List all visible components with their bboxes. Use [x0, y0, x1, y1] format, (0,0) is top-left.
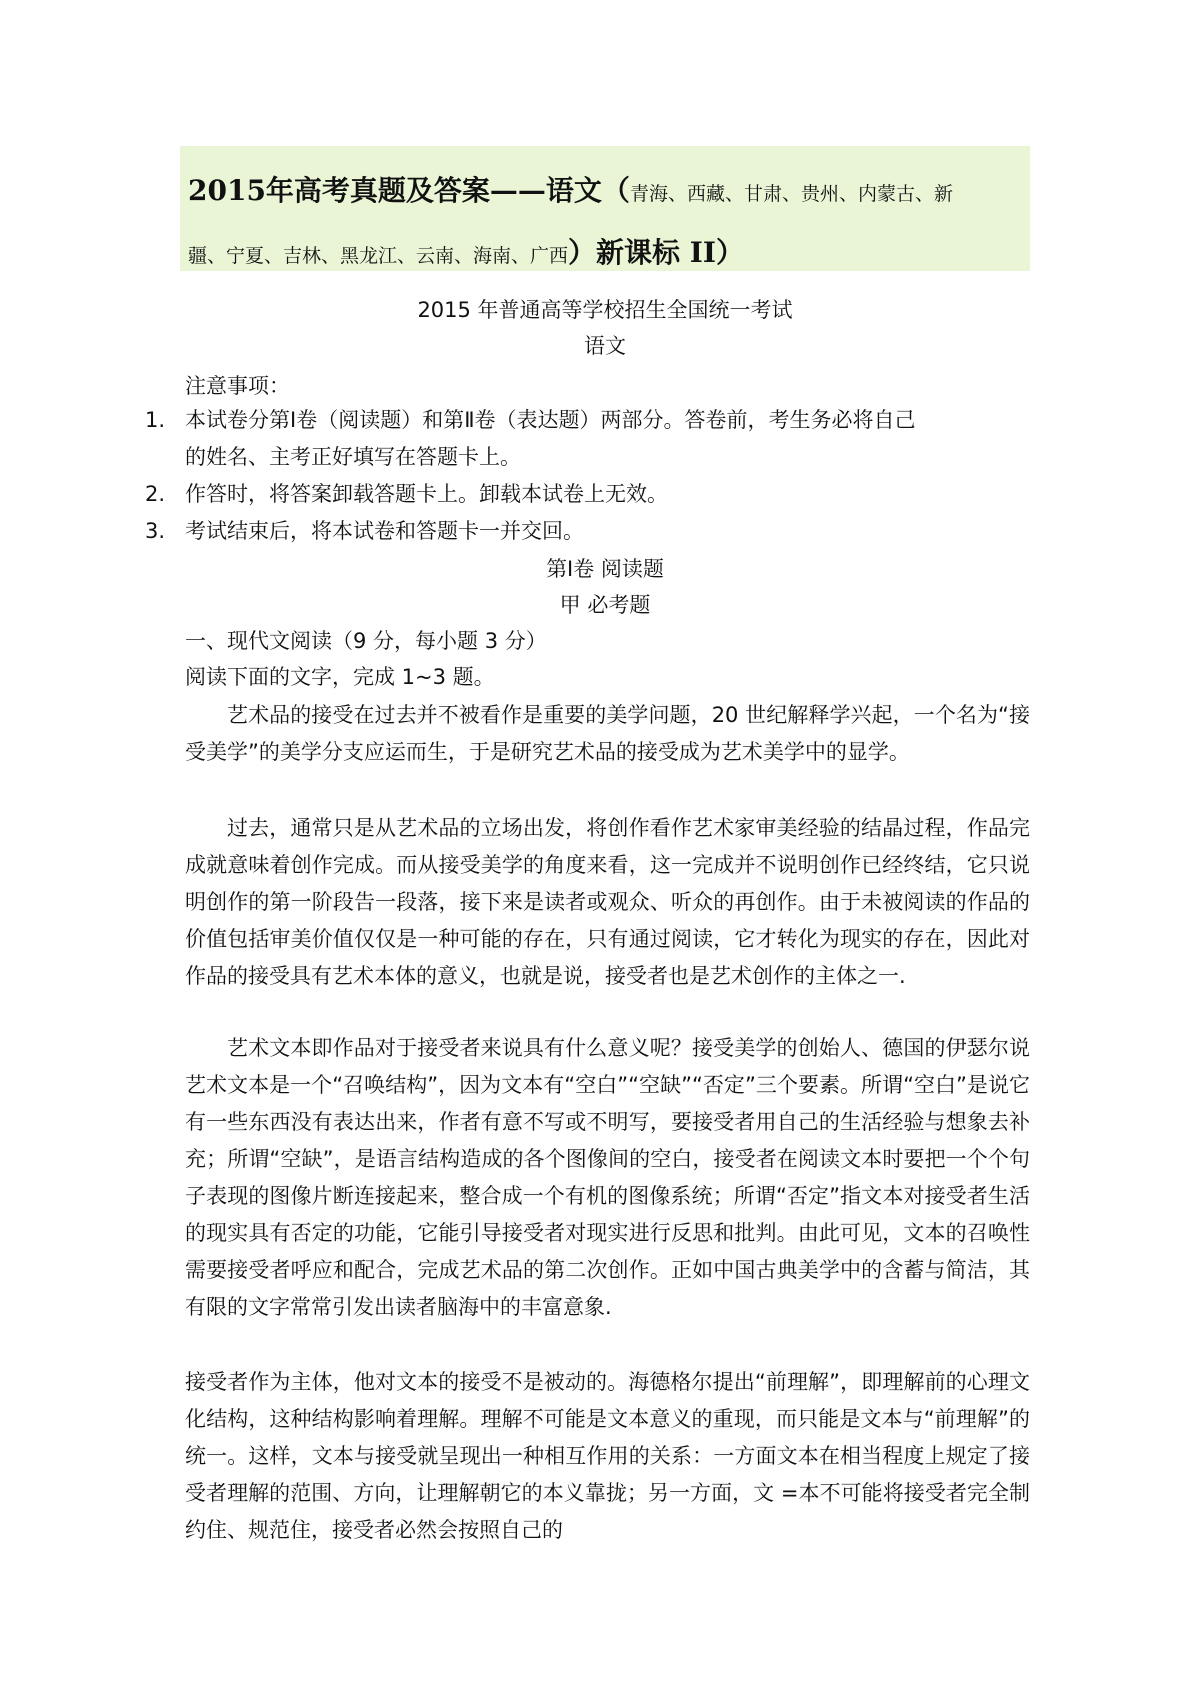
notice-item-3 — [145, 513, 1030, 550]
title-provinces-part-1: 青海、西藏、甘肃、贵州、内蒙古、新 — [629, 183, 953, 205]
notice-item-number: 2. — [145, 482, 166, 506]
exam-subject: 语文 — [584, 334, 626, 358]
document-title-banner — [180, 146, 1030, 271]
notice-item-number: 1. — [145, 408, 166, 432]
passage-paragraph-3: 艺术文本即作品对于接受者来说具有什么意义呢？接受美学的创始人、德国的伊瑟尔说艺术文本是一个“召唤结构”，因为文本有“空白”“空缺”“否定”三个要素。所谓“空白”是说它有一些东西没有表达出来，作者有意不写或不明写，要接受者用自己的生活经验与想象去补充；所谓“空缺”，是语言结构造成的各个图像间的空白，接受者在阅读文本时要把一个个句子表现的图像片断连接起来，整合成一个有机的图像系统；所谓“否定”指文本对接受者生活的现实具有否定的功能，它能引导接受者对现实进行反思和批判。由此可见，文本的召唤性需要接受者呼应和配合，完成艺术品的第二次创作。正如中国古典美学中的含蓄与简洁，其有限的文字常常引发出读者脑海中的丰富意象. — [185, 1036, 1030, 1319]
passage-paragraph-4: 接受者作为主体，他对文本的接受不是被动的。海德格尔提出“前理解”，即理解前的心理文化结构，这种结构影响着理解。理解不可能是文本意义的重现，而只能是文本与“前理解”的统一。这样，文本与接受就呈现出一种相互作用的关系：一方面文本在相当程度上规定了接受者理解的范围、方向，让理解朝它的本义靠拢；另一方面，文 =本不可能将接受者完全制约住、规范住，接受者必然会按照自己的 — [185, 1370, 1030, 1542]
notice-item-2 — [145, 476, 1030, 513]
title-line-1 — [188, 160, 1022, 222]
title-main-part-2: ）新课标 II） — [568, 236, 744, 269]
notice-item-1 — [145, 402, 1030, 476]
notice-item-text: 作答时，将答案卸载答题卡上。卸载本试卷上无效。 — [185, 482, 668, 506]
part-heading: 第Ⅰ卷 阅读题 — [546, 557, 664, 581]
reading-instruction: 阅读下面的文字，完成 1~3 题。 — [185, 665, 495, 689]
notice-item-text-continued: 的姓名、主考正好填写在答题卡上。 — [185, 445, 521, 469]
title-provinces-part-2: 疆、宁夏、吉林、黑龙江、云南、海南、广西 — [188, 245, 569, 267]
notice-item-text: 考试结束后，将本试卷和答题卡一并交回。 — [185, 519, 584, 543]
notice-item-text: 本试卷分第Ⅰ卷（阅读题）和第Ⅱ卷（表达题）两部分。答卷前，考生务必将自己 — [185, 408, 916, 432]
passage-paragraph-2: 过去，通常只是从艺术品的立场出发，将创作看作艺术家审美经验的结晶过程，作品完成就意味着创作完成。而从接受美学的角度来看，这一完成并不说明创作已经终结，它只说明创作的第一阶段告一段落，接下来是读者或观众、听众的再创作。由于未被阅读的作品的价值包括审美价值仅仅是一种可能的存在，只有通过阅读，它才转化为现实的存在，因此对作品的接受具有艺术本体的意义，也就是说，接受者也是艺术创作的主体之一. — [185, 816, 1030, 988]
notice-item-number: 3. — [145, 519, 166, 543]
title-main-part-1: 2015年高考真题及答案——语文（ — [188, 174, 630, 207]
title-line-2 — [188, 222, 1022, 284]
passage-paragraph-1: 艺术品的接受在过去并不被看作是重要的美学问题，20 世纪解释学兴起，一个名为“接受美学”的美学分支应运而生，于是研究艺术品的接受成为艺术美学中的显学。 — [185, 703, 1030, 764]
sub-heading: 甲 必考题 — [559, 593, 651, 617]
notice-label: 注意事项： — [185, 374, 290, 398]
exam-heading: 2015 年普通高等学校招生全国统一考试 — [417, 298, 793, 322]
question-heading: 一、现代文阅读（9 分，每小题 3 分） — [185, 629, 547, 653]
